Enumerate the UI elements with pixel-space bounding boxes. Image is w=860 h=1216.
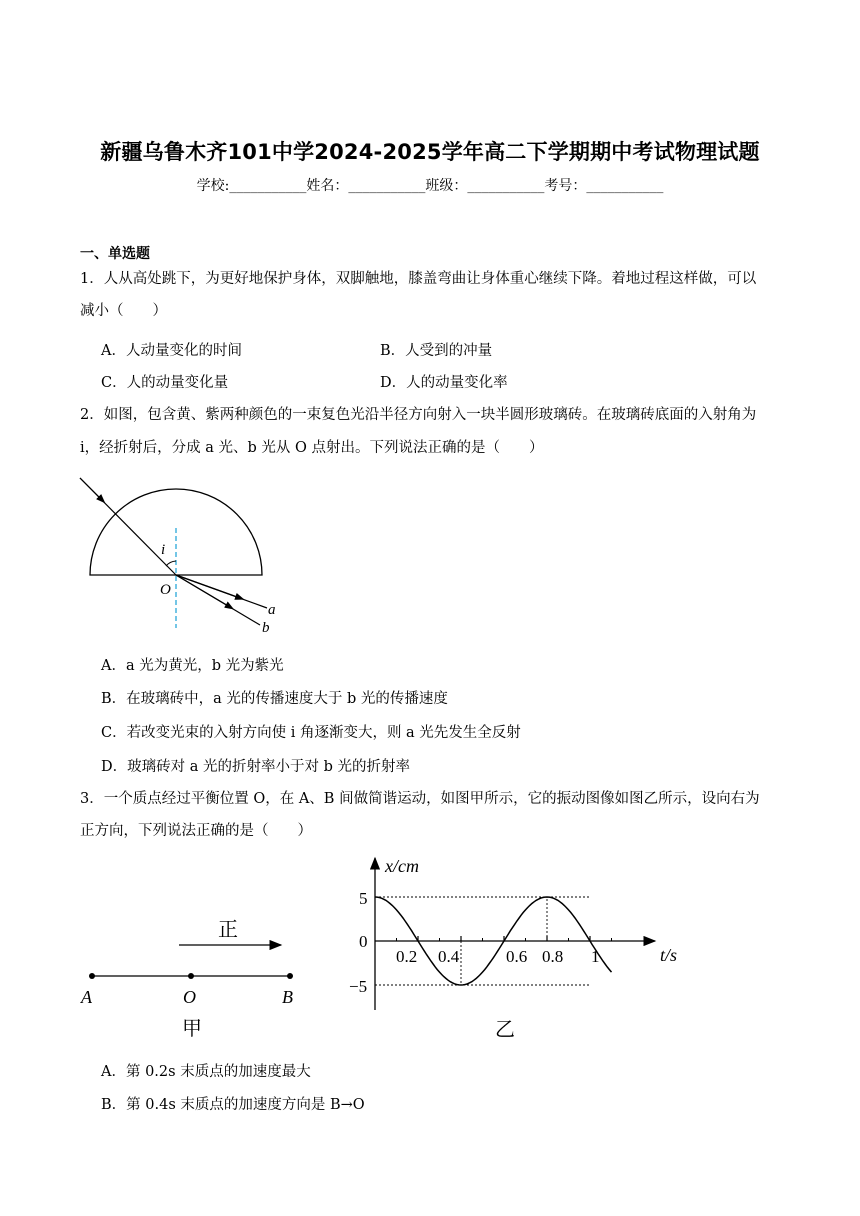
caption-yi: 乙 — [495, 1019, 515, 1041]
origin-label: 0 — [359, 932, 368, 951]
q2-option-a[interactable]: A．a 光为黄光，b 光为紫光 — [101, 658, 284, 674]
q1-stem-line1: 1．人从高处跳下，为更好地保护身体，双脚触地，膝盖弯曲让身体重心继续下降。着地过程这样做，可以 — [80, 271, 757, 287]
q2-option-d[interactable]: D．玻璃砖对 a 光的折射率小于对 b 光的折射率 — [101, 759, 410, 775]
q1-stem-line2: 减小（ ） — [80, 303, 167, 319]
point-A — [89, 973, 95, 979]
student-info-line: 学校:___________姓名：___________班级：___________考号：___________ — [196, 178, 664, 194]
x-tick-0.2: 0.2 — [396, 947, 418, 966]
x-tick-0.6: 0.6 — [506, 947, 528, 966]
label-b: b — [262, 620, 270, 636]
point-B — [287, 973, 293, 979]
q1-option-a[interactable]: A．人动量变化的时间 — [101, 343, 242, 359]
y-axis-label: x/cm — [385, 856, 419, 876]
x-axis-label: t/s — [660, 945, 678, 965]
label-B: B — [282, 987, 293, 1007]
page-title: 新疆乌鲁木齐101中学2024-2025学年高二下学期期中考试物理试题 — [100, 140, 760, 164]
positive-direction-label: 正 — [218, 919, 238, 941]
q2-semicircle-figure — [70, 470, 300, 640]
y-tick-neg5: −5 — [349, 977, 368, 996]
caption-jia: 甲 — [182, 1018, 202, 1040]
label-O-jia: O — [183, 987, 196, 1007]
q1-option-b[interactable]: B．人受到的冲量 — [380, 343, 493, 359]
q2-stem-line2: i，经折射后，分成 a 光、b 光从 O 点射出。下列说法正确的是（ ） — [80, 440, 544, 456]
q1-option-d[interactable]: D．人的动量变化率 — [380, 375, 508, 391]
q2-option-b[interactable]: B．在玻璃砖中，a 光的传播速度大于 b 光的传播速度 — [101, 691, 448, 707]
section-heading-single-choice: 一、单选题 — [80, 246, 150, 262]
q3-option-b[interactable]: B．第 0.4s 末质点的加速度方向是 B→O — [101, 1097, 365, 1113]
q3-stem-line1: 3．一个质点经过平衡位置 O，在 A、B 间做简谐运动，如图甲所示，它的振动图像如图乙所示，设向右为 — [80, 791, 760, 807]
x-tick-0.4: 0.4 — [438, 947, 460, 966]
y-tick-5: 5 — [359, 889, 368, 908]
q3-figure-jia — [75, 905, 315, 1045]
q2-option-c[interactable]: C．若改变光束的入射方向使 i 角逐渐变大，则 a 光先发生全反射 — [101, 725, 521, 741]
label-a: a — [268, 602, 276, 618]
angle-i-arc — [166, 561, 176, 566]
point-O — [188, 973, 194, 979]
q2-stem-line1: 2．如图，包含黄、紫两种颜色的一束复色光沿半径方向射入一块半圆形玻璃砖。在玻璃砖底面的入射角为 — [80, 407, 757, 423]
q3-stem-line2: 正方向，下列说法正确的是（ ） — [80, 823, 312, 839]
q3-option-a[interactable]: A．第 0.2s 末质点的加速度最大 — [101, 1064, 311, 1080]
label-i: i — [161, 542, 166, 558]
x-tick-0.8: 0.8 — [542, 947, 564, 966]
q1-option-c[interactable]: C．人的动量变化量 — [101, 375, 229, 391]
label-O: O — [160, 582, 171, 598]
q3-vibration-graph — [335, 848, 705, 1048]
label-A: A — [81, 987, 92, 1007]
x-tick-1: 1 — [591, 947, 600, 966]
